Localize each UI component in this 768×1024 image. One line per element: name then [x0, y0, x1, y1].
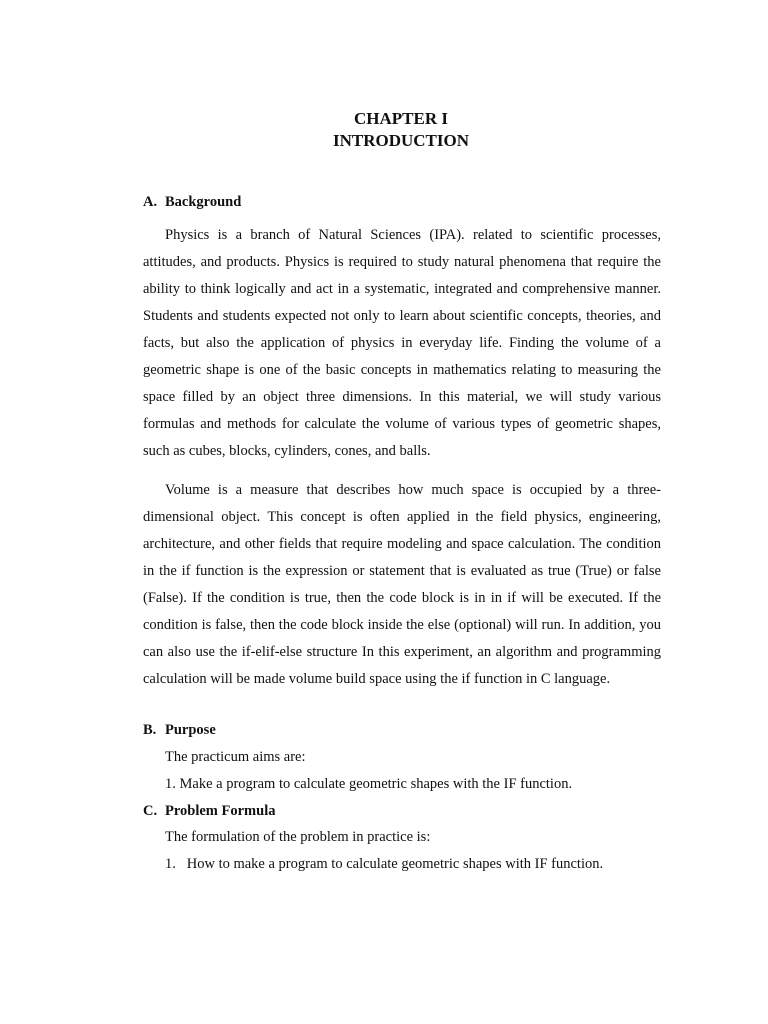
chapter-number: CHAPTER I [354, 109, 448, 128]
section-heading-purpose [143, 720, 216, 740]
background-paragraph-2: Volume is a measure that describes how much space is occupied by a three-dimensional object. This concept is often applied in the field physics, engineering, architecture, and other fields that require modeling and space calculation. The condition in the if function is the expression or statement that is evaluated as true (True) or false (False). If the condition is true, then the code block is in in if will be executed. If the condition is false, then the code block inside the else (optional) will run. In addition, you can also use the if-elif-else structure In this experiment, an algorithm and programming calculation will be made volume build space using the if function in C language. [143, 482, 661, 687]
section-title: Background [165, 194, 242, 210]
section-title: Purpose [165, 722, 216, 738]
purpose-intro: The practicum aims are: [165, 749, 306, 765]
section-heading-problem [143, 801, 275, 821]
chapter-heading [0, 108, 768, 152]
chapter-title: INTRODUCTION [332, 131, 470, 150]
section-letter: B. [143, 722, 157, 738]
problem-intro: The formulation of the problem in practice is: [165, 829, 431, 845]
section-letter: A. [143, 194, 158, 210]
section-title: Problem Formula [165, 803, 276, 819]
section-letter: C. [143, 803, 158, 819]
section-heading-background [143, 192, 241, 212]
purpose-item-1: 1. Make a program to calculate geometric shapes with the IF function. [165, 776, 573, 792]
problem-item-1: 1. How to make a program to calculate geometric shapes with IF function. [165, 856, 604, 872]
background-paragraph-1: Physics is a branch of Natural Sciences (IPA). related to scientific processes, attitudes, and products. Physics is required to study natural phenomena that require the ability to think logically and act in a systematic, integrated and comprehensive manner. Students and students expected not only to learn about scientific concepts, theories, and facts, but also the application of physics in everyday life. Finding the volume of a geometric shape is one of the basic concepts in mathematics relating to measuring the space filled by an object three dimensions. In this material, we will study various formulas and methods for calculate the volume of various types of geometric shapes, such as cubes, blocks, cylinders, cones, and balls. [143, 227, 661, 459]
